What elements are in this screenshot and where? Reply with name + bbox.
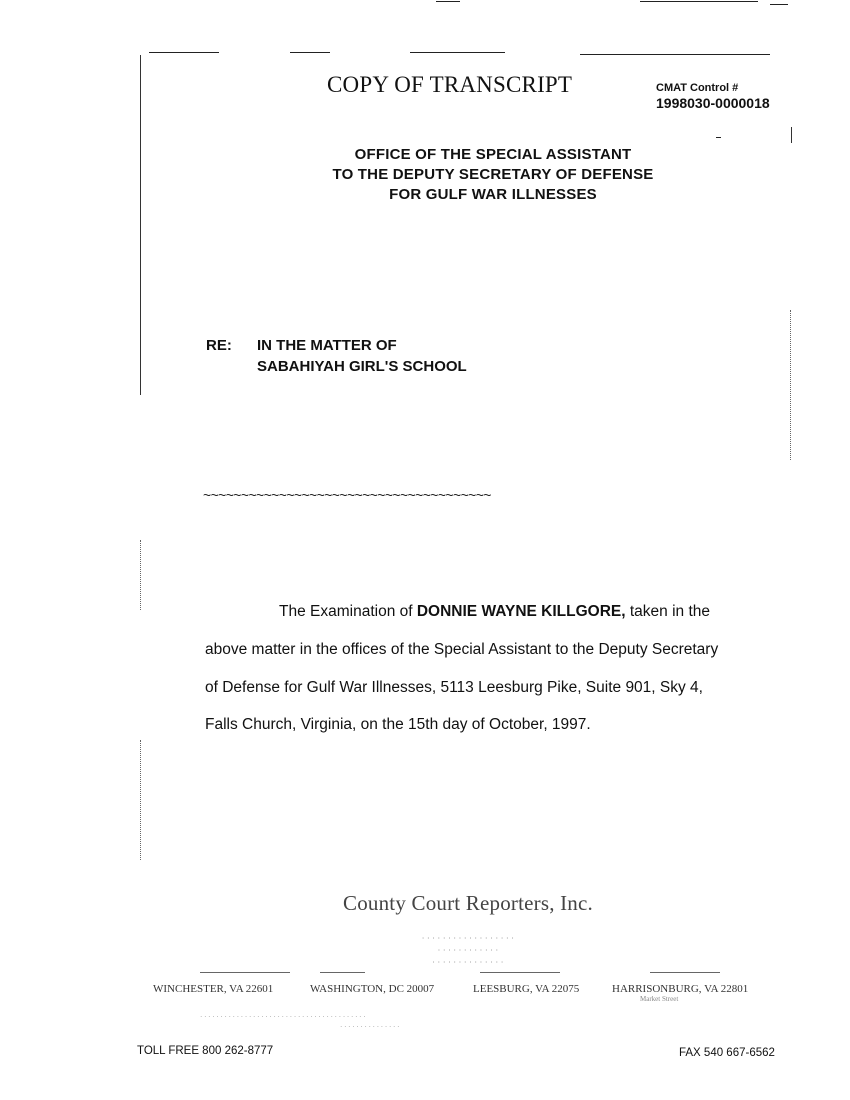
footer-rule — [480, 972, 560, 973]
scan-artifact-dash — [716, 137, 721, 138]
company-subtitle-faint: · · · · · · · · · · · · · · · · · · — [421, 934, 515, 943]
body-line-4: Falls Church, Virginia, on the 15th day of October, 1997. — [205, 716, 591, 733]
left-margin-dots — [140, 540, 142, 610]
footer-rule — [320, 972, 365, 973]
footer-rule — [650, 972, 720, 973]
office-street-harrisonburg: Market Street — [640, 995, 679, 1003]
office-line-2: TO THE DEPUTY SECRETARY OF DEFENSE — [332, 166, 654, 183]
left-margin-line — [140, 55, 141, 395]
right-margin-line — [791, 127, 792, 143]
right-margin-dots — [790, 310, 792, 460]
examinee-name: DONNIE WAYNE KILLGORE, — [416, 603, 626, 620]
office-city-harrisonburg: HARRISONBURG, VA 22801 — [612, 983, 749, 995]
office-line-1: OFFICE OF THE SPECIAL ASSISTANT — [354, 146, 632, 163]
company-subtitle-faint: · · · · · · · · · · · · — [437, 946, 499, 955]
body-line-1-suffix: taken in the — [625, 603, 711, 620]
scan-artifact-line — [580, 54, 770, 55]
left-margin-dots — [140, 740, 142, 860]
office-city-winchester: WINCHESTER, VA 22601 — [153, 983, 274, 995]
scan-artifact-line — [770, 4, 788, 5]
re-label: RE: — [206, 337, 232, 354]
cmat-control-number: 1998030-0000018 — [656, 95, 770, 111]
tilde-separator: ~~~~~~~~~~~~~~~~~~~~~~~~~~~~~~~~~~~~~~ — [203, 487, 491, 503]
body-line-3: of Defense for Gulf War Illnesses, 5113 Leesburg Pike, Suite 901, Sky 4, — [205, 679, 703, 696]
footer-faint-text: · · · · · · · · · · · · · · · — [340, 1023, 400, 1031]
cmat-control-label: CMAT Control # — [656, 82, 739, 94]
office-line-3: FOR GULF WAR ILLNESSES — [389, 186, 597, 203]
scan-artifact-line — [290, 52, 330, 53]
office-city-leesburg: LEESBURG, VA 22075 — [473, 983, 580, 995]
footer-faint-text: · · · · · · · · · · · · · · · · · · · · · · · · · · · · · · · · · · · · · · · · · — [200, 1013, 366, 1021]
scan-artifact-line — [640, 1, 758, 2]
company-name: County Court Reporters, Inc. — [343, 891, 593, 915]
document-title: COPY OF TRANSCRIPT — [327, 72, 573, 97]
fax-number: FAX 540 667-6562 — [679, 1047, 775, 1059]
body-line-2: above matter in the offices of the Special Assistant to the Deputy Secretary — [205, 641, 719, 658]
re-matter-line-1: IN THE MATTER OF — [257, 337, 397, 354]
footer-rule — [200, 972, 290, 973]
body-line-1-prefix: The Examination of — [279, 603, 417, 620]
re-matter-line-2: SABAHIYAH GIRL'S SCHOOL — [257, 358, 467, 375]
scan-artifact-line — [149, 52, 219, 53]
scan-artifact-line — [410, 52, 505, 53]
body-line-1 — [279, 603, 710, 621]
toll-free-number: TOLL FREE 800 262-8777 — [137, 1045, 274, 1057]
office-city-washington: WASHINGTON, DC 20007 — [310, 983, 435, 995]
scan-artifact-line — [436, 1, 460, 2]
company-subtitle-faint: · · · · · · · · · · · · · · — [432, 958, 504, 967]
